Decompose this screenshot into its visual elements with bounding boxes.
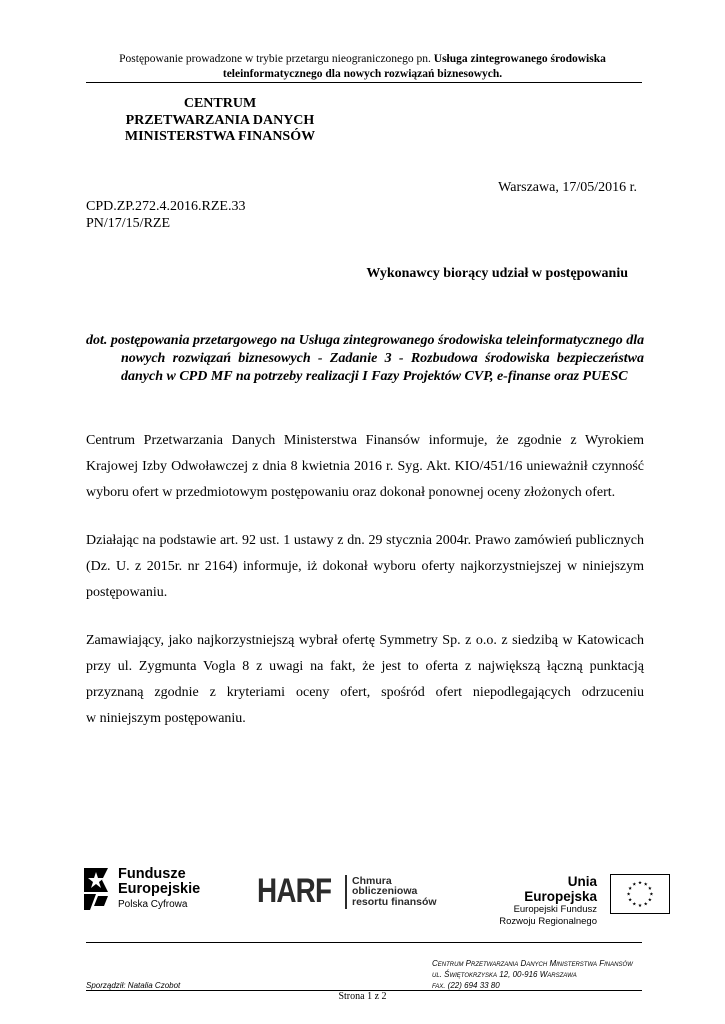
p1-line3: wyboru ofert w przedmiotowym postępowaniu oraz dokonał ponownej oceny złożonych ofert. (86, 485, 616, 500)
harf-sub-line1: Chmura (352, 874, 392, 887)
eu-star-icon (628, 886, 632, 889)
p3-line4: w niniejszym postępowaniu. (86, 711, 246, 726)
fundusze-line3: Polska Cyfrowa (118, 899, 188, 910)
fundusze-star-icon (80, 866, 112, 912)
page-number: Strona 1 z 2 (338, 991, 387, 1002)
header-line1-normal: Postępowanie prowadzone w trybie przetargu nieograniczonego pn. (119, 53, 434, 65)
header-line1-bold: Usługa zintegrowanego środowiska (433, 53, 606, 65)
footer-organization (432, 958, 633, 991)
fundusze-europejskie-logo (80, 866, 200, 912)
p2-line2: (Dz. U. z 2015r. nr 2164) informuje, iż dokonał wyboru oferty najkorzystniejszej w niniejszym (86, 559, 644, 574)
fundusze-line2: Europejskie (118, 881, 201, 897)
paragraph-1 (86, 428, 644, 506)
funding-logos (80, 860, 670, 930)
harf-logo (257, 872, 437, 911)
harf-divider (345, 875, 347, 909)
eu-flag-icon (610, 874, 670, 914)
paragraph-3 (86, 628, 644, 732)
header-line2-bold: teleinformatycznego dla nowych rozwiązań biznesowych. (222, 68, 503, 80)
reference-2: PN/17/15/RZE (86, 216, 171, 231)
eu-star-icon (638, 881, 642, 884)
subject-line2: nowych rozwiązań biznesowych - Zadanie 3 - Rozbudowa środowiska bezpieczeństwa (121, 351, 644, 366)
p2-line1: Działając na podstawie art. 92 ust. 1 ustawy z dn. 29 stycznia 2004r. Prawo zamówień publicznych (86, 533, 644, 548)
eu-star-icon (632, 882, 636, 885)
harf-sub-line2: obliczeniowa (352, 885, 418, 898)
subject-line1: dot. postępowania przetargowego na Usługa zintegrowanego środowiska teleinformatycznego dla (86, 333, 645, 348)
p3-line3: przyznaną zgodnie z kryteriami oceny ofert, spośród ofert niepodlegających odrzuceniu (86, 685, 644, 700)
p1-line2: Krajowej Izby Odwoławczej z dnia 8 kwietnia 2016 r. Syg. Akt. KIO/451/16 unieważnił czynność (86, 459, 644, 474)
p2-line3: postępowaniu. (86, 585, 168, 600)
author-note: Sporządził: Natalia Czobot (86, 981, 181, 990)
eu-star-icon (648, 898, 652, 901)
footer-org-address: ul. Świętokrzyska 12, 00-916 Warszawa (432, 970, 577, 979)
eu-star-icon (648, 886, 652, 889)
recipient: Wykonawcy biorący udział w postępowaniu (366, 266, 628, 281)
footer-divider (86, 942, 642, 943)
p1-line1: Centrum Przetwarzania Danych Ministerstwa Finansów informuje, że zgodnie z Wyrokiem (86, 433, 644, 448)
harf-main-text: HARF (257, 872, 332, 910)
harf-sub-line3: resortu finansów (352, 895, 437, 908)
subject-block (86, 332, 644, 386)
eu-star-icon (644, 902, 648, 905)
p3-line2: przy ul. Zygmunta Vogla 8 z uwagi na fakt, że jest to oferta z największą łączną punktacją (86, 659, 644, 674)
eu-star-icon (627, 892, 631, 895)
eu-star-icon (632, 902, 636, 905)
document-date: Warszawa, 17/05/2016 r. (498, 180, 637, 195)
ue-line3: Rozwoju Regionalnego (499, 916, 597, 927)
eu-star-icon (650, 892, 654, 895)
ue-line2: Europejski Fundusz (513, 904, 597, 915)
paragraph-2 (86, 528, 644, 606)
ue-logo-text (493, 874, 597, 928)
eu-star-icon (628, 898, 632, 901)
p3-line1: Zamawiający, jako najkorzystniejszą wybrał ofertę Symmetry Sp. z o.o. z siedzibą w Katowicach (86, 633, 644, 648)
org-line2: PRZETWARZANIA DANYCH (125, 112, 315, 128)
fundusze-line1: Fundusze (118, 866, 186, 882)
organization-name (86, 96, 354, 146)
reference-numbers (86, 198, 245, 232)
subject-line3: danych w CPD MF na potrzeby realizacji I Fazy Projektów CVP, e-finanse oraz PUESC (121, 369, 628, 384)
reference-1: CPD.ZP.272.4.2016.RZE.33 (86, 199, 246, 214)
footer-org-name: Centrum Przetwarzania Danych Ministerstwa Finansów (432, 959, 633, 968)
footer-org-fax: fax. (22) 694 33 80 (432, 981, 500, 990)
org-line1: CENTRUM (183, 96, 257, 111)
procedure-header-note (86, 52, 639, 82)
eu-star-icon (638, 904, 642, 907)
header-divider (86, 82, 642, 83)
org-line3: MINISTERSTWA FINANSÓW (124, 129, 316, 144)
eu-star-icon (644, 882, 648, 885)
ue-line1: Unia Europejska (524, 874, 597, 904)
